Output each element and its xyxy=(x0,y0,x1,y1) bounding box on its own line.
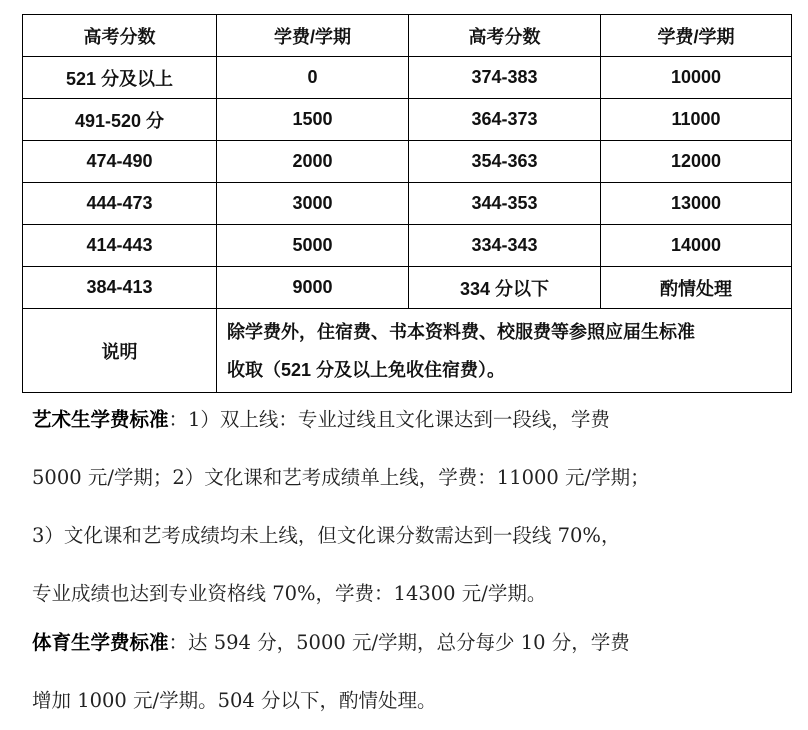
table-row xyxy=(23,57,792,99)
table-cell: 10000 xyxy=(601,57,792,99)
table-cell: 334 分以下 xyxy=(409,267,601,309)
table-cell: 444-473 xyxy=(23,183,217,225)
table-row xyxy=(23,267,792,309)
table-cell: 13000 xyxy=(601,183,792,225)
table-cell: 5000 xyxy=(217,225,409,267)
table-row xyxy=(23,225,792,267)
table-cell: 344-353 xyxy=(409,183,601,225)
table-cell: 491-520 分 xyxy=(23,99,217,141)
art-title: 艺术生学费标准 xyxy=(32,408,169,431)
header-cell: 学费/学期 xyxy=(601,15,792,57)
table-cell: 414-443 xyxy=(23,225,217,267)
table-cell: 364-373 xyxy=(409,99,601,141)
table-cell: 9000 xyxy=(217,267,409,309)
table-cell: 14000 xyxy=(601,225,792,267)
note-label: 说明 xyxy=(23,309,217,393)
table-cell: 474-490 xyxy=(23,141,217,183)
table-cell: 12000 xyxy=(601,141,792,183)
art-tuition-section xyxy=(32,391,782,623)
header-cell: 学费/学期 xyxy=(217,15,409,57)
sports-title: 体育生学费标准 xyxy=(32,631,169,654)
sports-tuition-section xyxy=(32,614,782,730)
art-line-text: ：1）双上线：专业过线且文化课达到一段线，学费 xyxy=(168,408,610,431)
art-line: 5000 元/学期；2）文化课和艺考成绩单上线，学费：11000 元/学期； xyxy=(32,466,650,489)
note-line: 收取（521 分及以上免收住宿费）。 xyxy=(227,359,506,380)
note-text xyxy=(217,309,792,393)
sports-line-text: ：达 594 分，5000 元/学期，总分每少 10 分，学费 xyxy=(168,631,630,654)
header-cell: 高考分数 xyxy=(409,15,601,57)
note-line: 除学费外，住宿费、书本资料费、校服费等参照应届生标准 xyxy=(227,321,695,342)
art-line: 专业成绩也达到专业资格线 70%，学费：14300 元/学期。 xyxy=(32,582,547,605)
header-cell: 高考分数 xyxy=(23,15,217,57)
table-cell: 374-383 xyxy=(409,57,601,99)
art-line: 3）文化课和艺考成绩均未上线，但文化课分数需达到一段线 70%， xyxy=(32,524,621,547)
table-cell: 384-413 xyxy=(23,267,217,309)
table-row xyxy=(23,141,792,183)
table-cell: 521 分及以上 xyxy=(23,57,217,99)
table-cell: 酌情处理 xyxy=(601,267,792,309)
table-cell: 334-343 xyxy=(409,225,601,267)
table-cell: 11000 xyxy=(601,99,792,141)
table-cell: 354-363 xyxy=(409,141,601,183)
table-header-row xyxy=(23,15,792,57)
art-line xyxy=(32,391,782,449)
table-row xyxy=(23,99,792,141)
table-cell: 2000 xyxy=(217,141,409,183)
table-cell: 3000 xyxy=(217,183,409,225)
tuition-table xyxy=(22,14,792,393)
sports-line: 增加 1000 元/学期。504 分以下，酌情处理。 xyxy=(32,689,437,712)
table-row xyxy=(23,183,792,225)
table-cell: 1500 xyxy=(217,99,409,141)
table-note-row xyxy=(23,309,792,393)
table-cell: 0 xyxy=(217,57,409,99)
sports-line xyxy=(32,614,782,672)
